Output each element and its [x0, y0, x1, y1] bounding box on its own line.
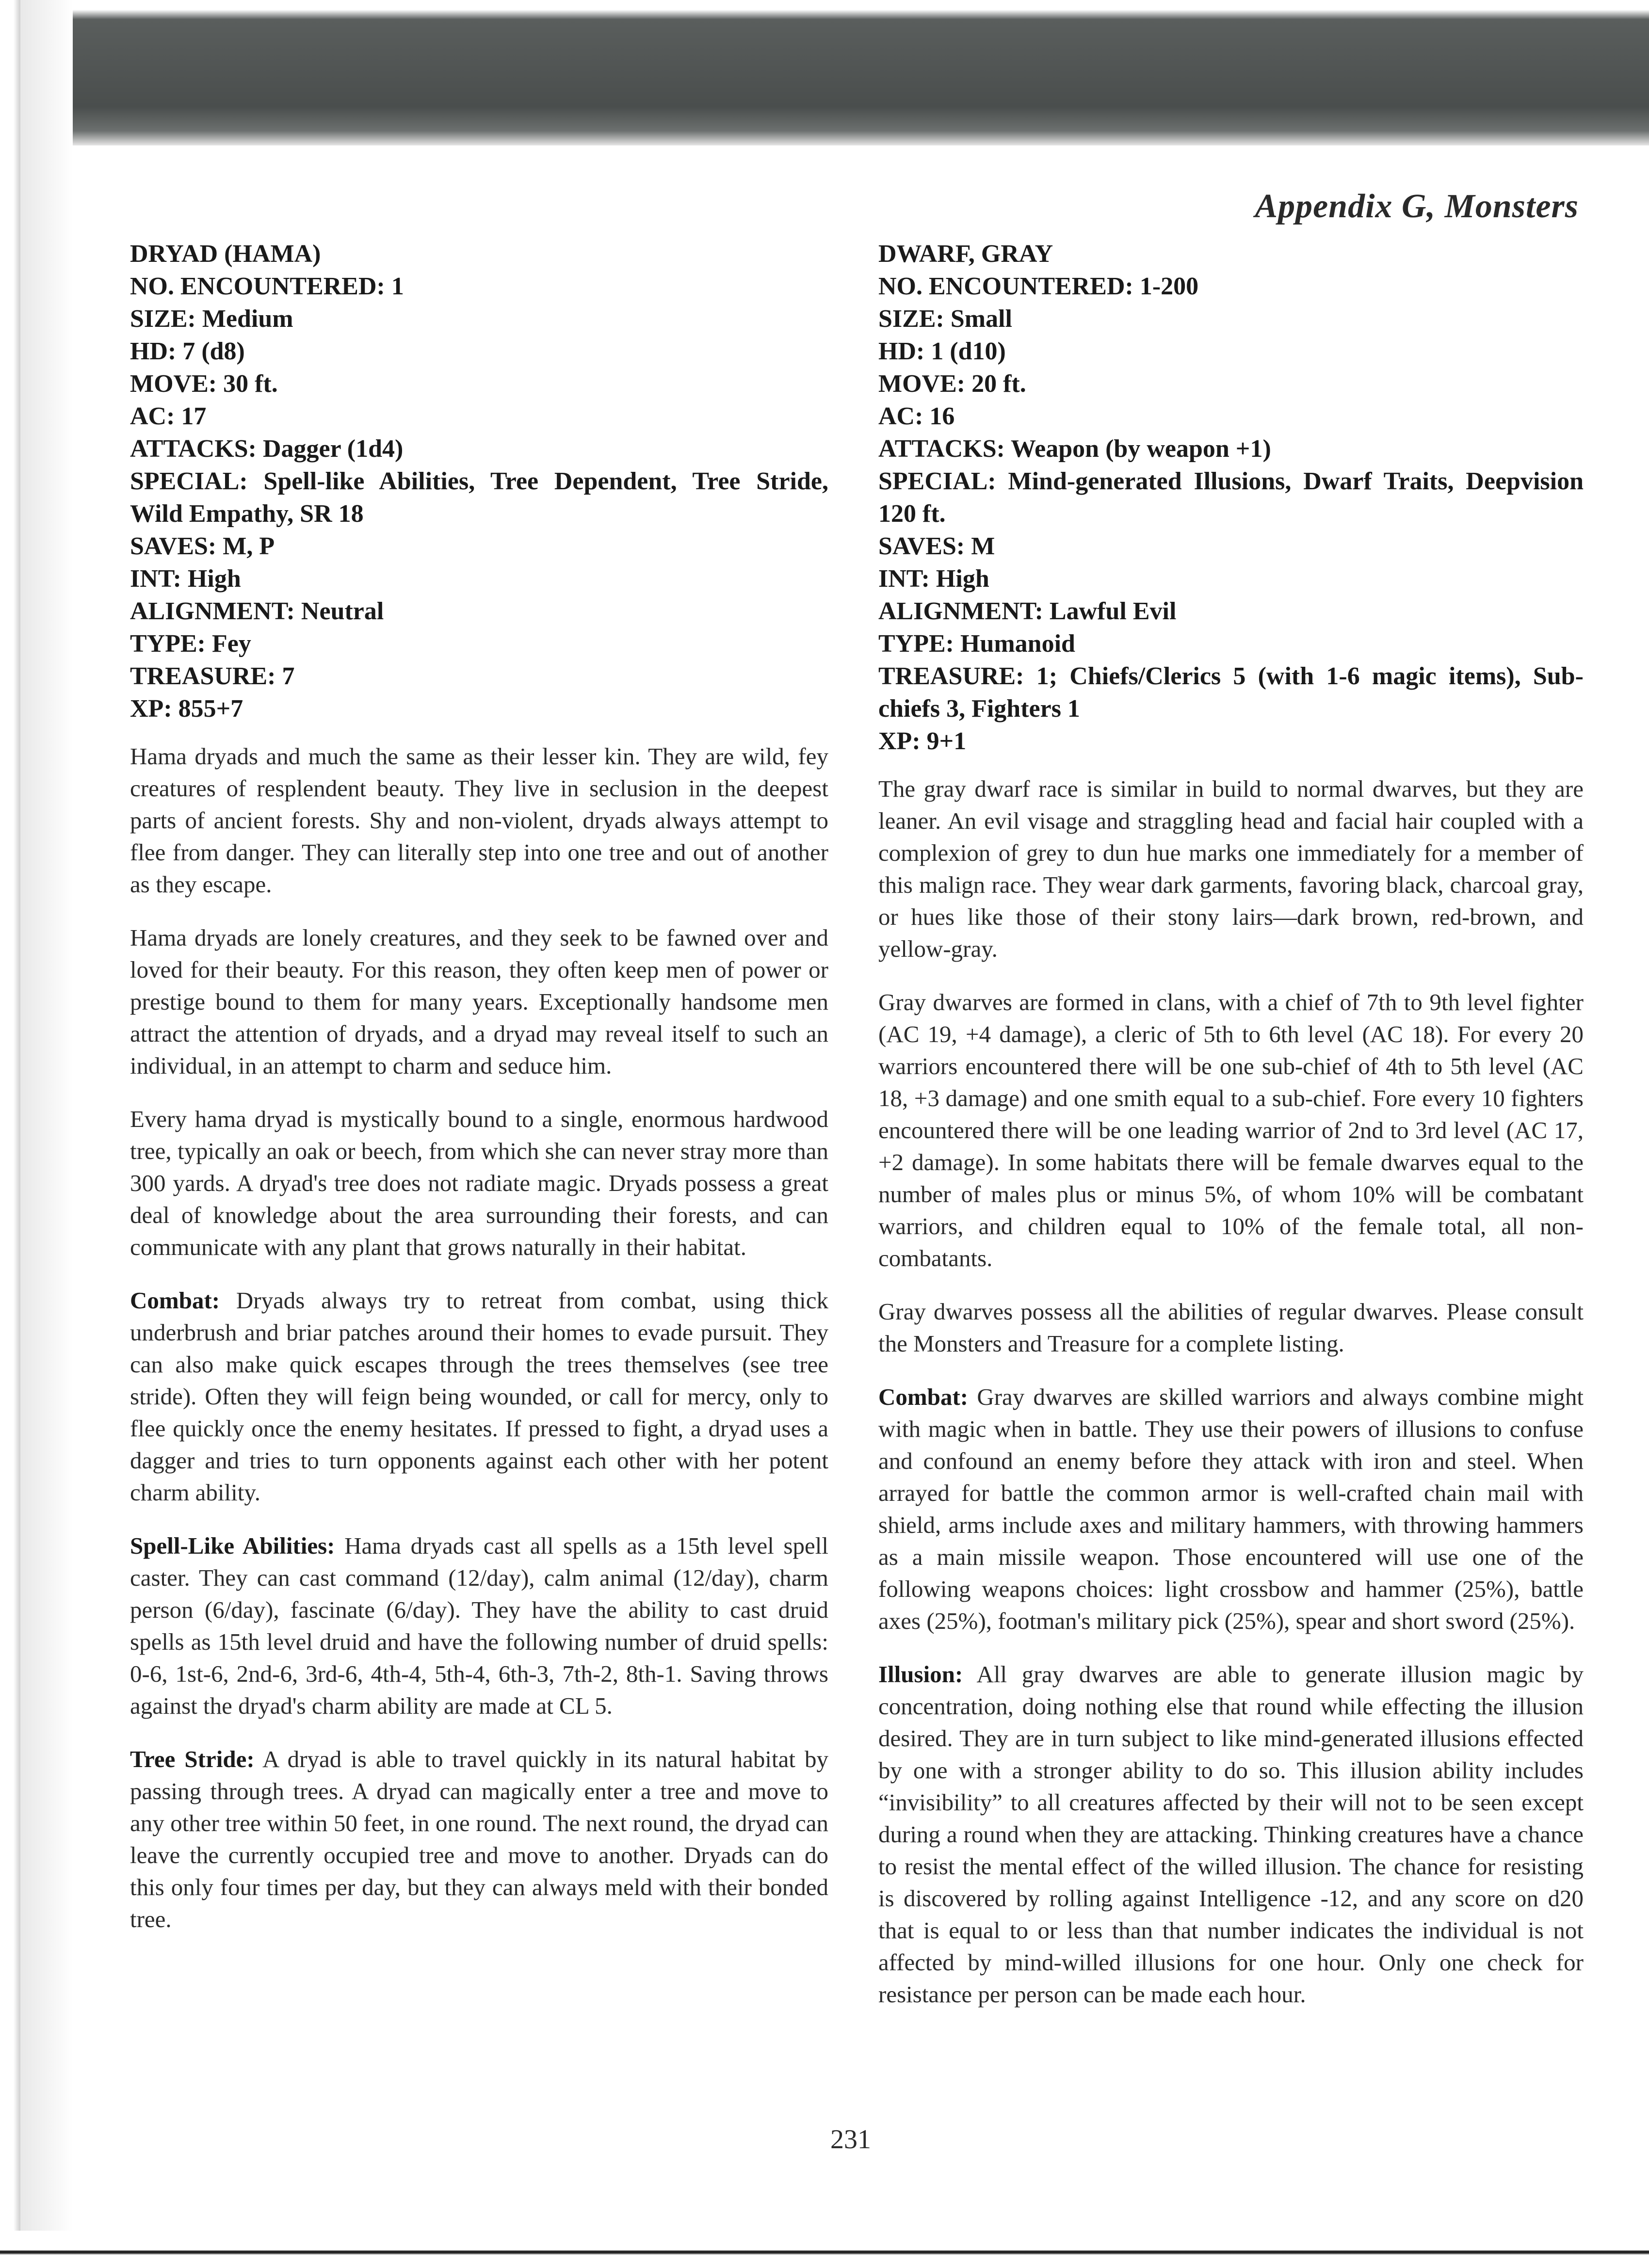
page-header: Appendix G, Monsters [1255, 188, 1579, 225]
stat-line: SIZE: Small [878, 305, 1012, 333]
stat-line: XP: 9+1 [878, 727, 967, 755]
stat-line: ATTACKS: Dagger (1d4) [130, 435, 404, 463]
paragraph: Hama dryads are lonely creatures, and they seek to be fawned over and loved for their beauty. For this reason, they often keep men of power or prestige bound to them for many years. Exceptionally handsome men attract the attention of dryads, and a dryad may reveal itself to such an individual, in an attempt to charm and seduce him. [130, 924, 828, 1079]
paragraph: Combat: Dryads always try to retreat from combat, using thick underbrush and briar patches around their homes to evade pursuit. They can also make quick escapes through the trees themselves (see tree stride). Often they will feign being wounded, or call for mercy, only to flee quickly once the enemy hesitates. If pressed to fight, a dryad uses a dagger and tries to turn opponents against each other with her potent charm ability. [130, 1287, 829, 1506]
scan-binding-edge [0, 0, 20, 2268]
stat-line: AC: 17 [130, 402, 207, 430]
paragraph: Combat: Gray dwarves are skilled warriors and always combine might with magic when in battle. They use their powers of illusions to confuse and confound an enemy before they attack with iron and steel. When arrayed for battle the common armor is well-crafted chain mail with shield, arms include axes and military hammers, with throwing hammers as a main missile weapon. Those encountered will use one of the following weapons choices: light crossbow and hammer (25%), battle axes (25%), footman's military pick (25%), spear and short sword (25%). [878, 1383, 1584, 1634]
stat-line: HD: 1 (d10) [878, 338, 1006, 365]
stat-line: INT: High [130, 565, 241, 593]
stat-line: SPECIAL: Mind-generated Illusions, Dwarf Traits, Deepvision 120 ft. [878, 467, 1584, 528]
paragraph: Hama dryads and much the same as their lesser kin. They are wild, fey creatures of resplendent beauty. They live in seclusion in the deepest parts of ancient forests. Shy and non-violent, dryads always attempt to flee from danger. They can literally step into one tree and out of another as they escape. [130, 743, 828, 898]
paragraph: Every hama dryad is mystically bound to a single, enormous hardwood tree, typically an oak or beech, from which she can never stray more than 300 yards. A dryad's tree does not radiate magic. Dryads possess a great deal of knowledge about the area surrounding their forests, and can communicate with any plant that grows naturally in their habitat. [130, 1106, 828, 1260]
stat-line: DRYAD (HAMA) [130, 240, 321, 268]
stat-line: TYPE: Humanoid [878, 630, 1075, 658]
stat-line: TREASURE: 1; Chiefs/Clerics 5 (with 1-6 magic items), Sub-chiefs 3, Fighters 1 [878, 662, 1584, 723]
stat-line: SIZE: Medium [130, 305, 293, 333]
stat-line: SAVES: M [878, 532, 995, 560]
paragraph: Gray dwarves are formed in clans, with a chief of 7th to 9th level fighter (AC 19, +4 damage), a cleric of 5th to 6th level (AC 18). For every 20 warriors encountered there will be one sub-chief of 4th to 5th level (AC 18, +3 damage) and one smith equal to a sub-chief. Fore every 10 fighters encountered there will be one leading warrior of 2nd to 3rd level (AC 17, +2 damage). In some habitats there will be female dwarves equal to the number of males plus or minus 5%, of whom 10% will be combatant warriors, and children equal to 10% of the female total, all non-combatants. [878, 989, 1584, 1271]
dryad-stat-block [130, 238, 828, 725]
stat-line: ALIGNMENT: Lawful Evil [878, 597, 1177, 625]
paragraph: The gray dwarf race is similar in build to normal dwarves, but they are leaner. An evil visage and straggling head and facial hair coupled with a complexion of grey to dun hue marks one immediately for a member of this malign race. They wear dark garments, favoring black, charcoal gray, or hues like those of their stony lairs—dark brown, red-brown, and yellow-gray. [878, 775, 1584, 962]
stat-line: TREASURE: 7 [130, 662, 295, 690]
right-column [878, 238, 1584, 2032]
stat-line: TYPE: Fey [130, 630, 251, 658]
gray-dwarf-stat-block [878, 238, 1584, 757]
scan-top-edge [0, 0, 1649, 145]
stat-line: SPECIAL: Spell-like Abilities, Tree Dependent, Tree Stride, Wild Empathy, SR 18 [130, 467, 828, 528]
stat-line: HD: 7 (d8) [130, 338, 245, 365]
scan-bottom-edge [0, 2231, 1649, 2268]
stat-line: SAVES: M, P [130, 532, 275, 560]
stat-line: DWARF, GRAY [878, 240, 1053, 268]
paragraph: Tree Stride: A dryad is able to travel quickly in its natural habitat by passing through trees. A dryad can magically enter a tree and move to any other tree within 50 feet, in one round. The next round, the dryad can leave the currently occupied tree and move to another. Dryads can do this only four times per day, but they can always meld with their bonded tree. [130, 1746, 829, 1932]
stat-line: NO. ENCOUNTERED: 1-200 [878, 273, 1199, 300]
stat-line: ALIGNMENT: Neutral [130, 597, 384, 625]
stat-line: AC: 16 [878, 402, 955, 430]
stat-line: INT: High [878, 565, 989, 593]
left-column [130, 238, 828, 1957]
stat-line: NO. ENCOUNTERED: 1 [130, 273, 404, 300]
paragraph: Gray dwarves possess all the abilities of regular dwarves. Please consult the Monsters and Treasure for a complete listing. [878, 1298, 1584, 1357]
stat-line: ATTACKS: Weapon (by weapon +1) [878, 435, 1271, 463]
stat-line: XP: 855+7 [130, 695, 243, 723]
page-number: 231 [830, 2124, 871, 2155]
stat-line: MOVE: 20 ft. [878, 370, 1026, 398]
paragraph: Spell-Like Abilities: Hama dryads cast all spells as a 15th level spell caster. They can cast command (12/day), calm animal (12/day), charm person (6/day), fascinate (6/day). They have the ability to cast druid spells as 15th level druid and have the following number of druid spells: 0-6, 1st-6, 2nd-6, 3rd-6, 4th-4, 5th-4, 6th-3, 7th-2, 8th-1. Saving throws against the dryad's charm ability are made at CL 5. [130, 1532, 829, 1719]
paragraph: Illusion: All gray dwarves are able to generate illusion magic by concentration, doing nothing else that round while effecting the illusion desired. They are in turn subject to like mind-generated illusions effected by one with a stronger ability to do so. This illusion ability includes “invisibility” to all creatures affected by their will not to be seen except during a round when they are attacking. Thinking creatures have a chance to resist the mental effect of the willed illusion. The chance for resisting is discovered by rolling against Intelligence -12, and any score on d20 that is equal to or less than that number indicates the individual is not affected by mind-willed illusions for one hour. Only one check for resistance per person can be made each hour. [878, 1661, 1584, 2008]
stat-line: MOVE: 30 ft. [130, 370, 278, 398]
